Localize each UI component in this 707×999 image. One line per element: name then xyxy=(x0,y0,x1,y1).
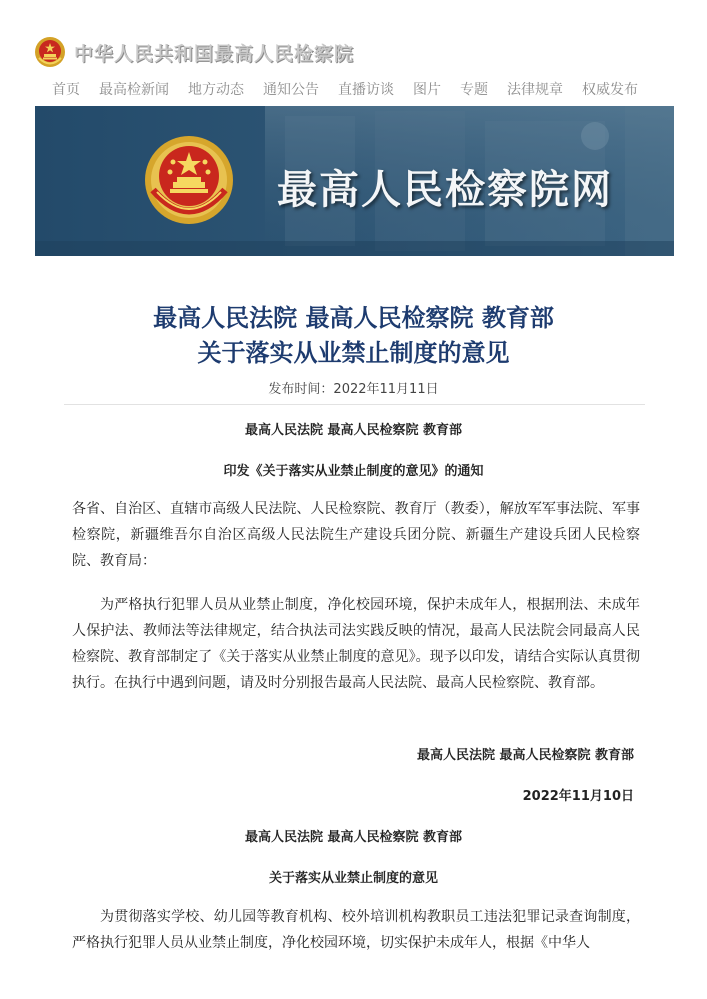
site-title[interactable]: 中华人民共和国最高人民检察院 xyxy=(74,42,355,65)
nav-item[interactable]: 通知公告 xyxy=(263,82,319,98)
main-navigation xyxy=(52,79,657,99)
signature: 最高人民法院 最高人民检察院 教育部 xyxy=(416,748,634,763)
issuer-heading: 最高人民法院 最高人民检察院 教育部 xyxy=(244,423,463,438)
site-header xyxy=(34,34,354,70)
opinion-issuer: 最高人民法院 最高人民检察院 教育部 xyxy=(244,830,463,845)
nav-item[interactable]: 法律规章 xyxy=(507,82,563,98)
notice-heading: 印发《关于落实从业禁止制度的意见》的通知 xyxy=(223,464,484,479)
national-procuratorate-emblem-icon xyxy=(143,132,235,230)
nav-item[interactable]: 首页 xyxy=(52,82,80,98)
nav-item[interactable]: 权威发布 xyxy=(582,82,638,98)
divider xyxy=(64,404,645,405)
signature-date: 2022年11月10日 xyxy=(522,789,634,804)
header-banner xyxy=(35,106,674,256)
opinion-paragraph: 为贯彻落实学校、幼儿园等教育机构、校外培训机构教职员工违法犯罪记录查询制度，严格执行犯罪人员从业禁止制度，净化校园环境，切实保护未成年人，根据《中华人 xyxy=(72,909,640,951)
publish-info xyxy=(0,378,707,397)
publish-label: 发布时间： xyxy=(268,382,334,397)
nav-item[interactable]: 直播访谈 xyxy=(338,82,394,98)
banner-title: 最高人民检察院网 xyxy=(277,166,613,213)
nav-item[interactable]: 图片 xyxy=(413,82,441,98)
opinion-title: 关于落实从业禁止制度的意见 xyxy=(268,871,438,886)
article-title-line-2: 关于落实从业禁止制度的意见 xyxy=(197,339,510,367)
nav-item[interactable]: 专题 xyxy=(460,82,488,98)
body-paragraph: 为严格执行犯罪人员从业禁止制度，净化校园环境，保护未成年人，根据刑法、未成年人保护法、教师法等法律规定，结合执法司法实践反映的情况，最高人民法院会同最高人民检察院、教育部制定了《关于落实从业禁止制度的意见》。现予以印发，请结合实际认真贯彻执行。在执行中遇到问题，请及时分别报告最高人民法院、最高人民检察院、教育部。 xyxy=(72,597,640,691)
procuratorate-emblem-icon[interactable] xyxy=(34,36,66,68)
nav-item[interactable]: 最高检新闻 xyxy=(99,82,169,98)
addressee-paragraph: 各省、自治区、直辖市高级人民法院、人民检察院、教育厅（教委），解放军军事法院、军事检察院，新疆维吾尔自治区高级人民法院生产建设兵团分院、新疆生产建设兵团人民检察院、教育局： xyxy=(72,501,640,569)
nav-item[interactable]: 地方动态 xyxy=(188,82,244,98)
article-title-line-1: 最高人民法院 最高人民检察院 教育部 xyxy=(153,304,554,332)
publish-date: 2022年11月11日 xyxy=(333,382,439,397)
